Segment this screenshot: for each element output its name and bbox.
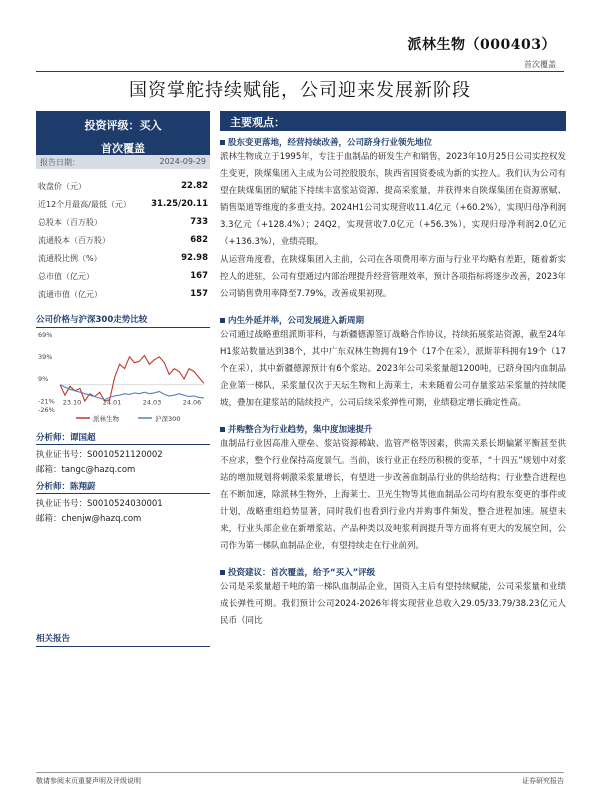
related-reports-title: 相关报告 xyxy=(36,632,210,647)
stat-label: 流通股本（百万股） xyxy=(38,235,110,245)
paragraph: 公司是采浆量超千吨的第一梯队血制品企业，国资入主后有望持续赋能，公司采浆量和业绩成长弹性可期。我们预计公司2024-2026年将实现营业总收入29.05/33.79/38.23亿元人民币（同比 xyxy=(220,582,566,626)
email-label: 邮箱： xyxy=(36,465,62,475)
stats-row xyxy=(36,231,210,249)
y-tick-label: 39% xyxy=(38,353,53,362)
report-title: 国资掌舵持续赋能，公司迎来发展新阶段 xyxy=(129,80,471,101)
stats-row xyxy=(36,195,210,213)
rating-short: 首次覆盖 xyxy=(524,60,556,69)
stats-row xyxy=(36,213,210,231)
stat-label: 流通股比例（%） xyxy=(38,253,102,263)
analyst-title: 分析师：陈翔蔚 xyxy=(36,480,210,494)
views-title: 主要观点： xyxy=(220,111,566,131)
report-date-row xyxy=(36,155,210,169)
report-header xyxy=(408,34,556,70)
x-tick-label: 24.01 xyxy=(102,398,122,407)
date-value: 2024-09-29 xyxy=(159,157,206,166)
y-tick-label: -21% xyxy=(38,397,55,406)
section-heading xyxy=(220,566,566,578)
bullet-icon xyxy=(220,318,225,323)
page-footer xyxy=(36,772,564,786)
stat-label: 收盘价（元） xyxy=(38,181,86,191)
legend-label: 沪深300 xyxy=(155,415,181,423)
stats-row xyxy=(36,285,210,303)
legend-label: 派林生物 xyxy=(93,415,119,423)
stats-row xyxy=(36,177,210,195)
stat-label: 流通市值（亿元） xyxy=(38,289,102,299)
header-divider xyxy=(36,71,564,72)
bullet-icon xyxy=(220,140,225,145)
cert-label: 执业证书号： xyxy=(36,450,88,460)
y-tick-label: -26% xyxy=(38,406,55,414)
stat-label: 近12个月最高/最低（元） xyxy=(38,199,131,209)
stat-value: 31.25/20.11 xyxy=(151,199,208,209)
x-tick-label: 24.06 xyxy=(182,398,202,407)
email-value[interactable]: tangc@hazq.com xyxy=(61,465,136,475)
section-heading-text: 并购整合为行业趋势，集中度加速提升 xyxy=(228,425,373,435)
paragraph: 派林生物成立于1995年，专注于血制品的研发生产和销售，2023年10月25日公司实控权发生变更，陕煤集团入主成为公司控股股东，陕西省国资委成为新的实控人。我们认为公司有望在陕煤集团的赋能下持续丰富浆站资源、提高采浆量，并获得来自陕煤集团在资源禀赋、销售渠道等维度的多重支持。2024H1公司实现营收11.4亿元（+60.2%），实现归母净利润3.3亿元（+128.4%）；24Q2，实现营收7.0亿元（+56.3%），实现归母净利润2.0亿元（+136.3%），业绩亮眼。 xyxy=(220,152,566,247)
chart-section-title: 公司价格与沪深300走势比较 xyxy=(36,313,210,328)
analyst-cert-line xyxy=(36,497,210,509)
date-label: 报告日期： xyxy=(40,158,80,167)
paragraph: 血制品行业因高准入壁垒、浆站资源稀缺、监管严格等因素，供需关系长期偏紧平衡甚至供不应求，整个行业保持高度景气。当前，该行业正在经历积极的变革，“十四五”规划中对浆站的增加规划将刺激采浆量增长，有望进一步改善血制品行业的供给结构；行业整合进程也在不断加速，除派林生物外，上海莱士、卫光生物等其他血制品公司均有股东变更的事件或计划，战略重组趋势显著，同时我们也看到行业内并购事件频发，整合进程加速。展望未来，行业头部企业在新增浆站、产品种类以及吨浆利润提升等方面将有更大的发展空间，公司作为第一梯队血制品企业，有望持续走在行业前列。 xyxy=(220,439,566,551)
stats-row xyxy=(36,249,210,267)
rating-line1: 投资评级：买入 xyxy=(84,119,162,132)
stat-value: 167 xyxy=(190,271,208,281)
analyst-email-line xyxy=(36,463,210,475)
cert-value: S0010521120002 xyxy=(87,450,163,460)
analyst-block xyxy=(36,431,210,524)
bullet-icon xyxy=(220,570,225,575)
analyst-email-line xyxy=(36,512,210,524)
stat-label: 总市值（亿元） xyxy=(38,271,94,281)
bullet-icon xyxy=(220,427,225,432)
y-tick-label: 69% xyxy=(38,331,53,339)
section-heading xyxy=(220,423,566,435)
price-chart xyxy=(36,330,210,426)
email-value[interactable]: chenjw@hazq.com xyxy=(61,514,142,524)
section-heading-text: 内生外延并举，公司发展进入新周期 xyxy=(228,316,365,326)
price-chart-svg xyxy=(36,330,210,426)
company-name: 派林生物（000403） xyxy=(407,37,556,53)
stat-value: 682 xyxy=(190,235,208,245)
left-sidebar xyxy=(36,111,210,524)
y-tick-label: 9% xyxy=(38,375,49,384)
paragraph: 从运营角度看，在陕煤集团入主前，公司在各项费用率方面与行业平均略有差距，随着新实控人的进驻，公司有望通过内部治理提升经营管理效率，预计各项指标将逐步改善，2023年公司销售费用率降至7.79%，改善成果初现。 xyxy=(220,255,566,299)
cert-label: 执业证书号： xyxy=(36,499,88,509)
footer-disclaimer: 敬请参阅末页重要声明及评级说明 xyxy=(36,777,141,785)
email-label: 邮箱： xyxy=(36,514,62,524)
rating-box xyxy=(36,111,210,155)
section-heading-text: 股东变更落地，经营持续改善，公司跻身行业领先地位 xyxy=(228,138,433,148)
stat-value: 92.98 xyxy=(181,253,208,263)
stats-table xyxy=(36,177,210,303)
section-heading-text: 投资建议：首次覆盖，给予“买入”评级 xyxy=(228,568,376,578)
rating-line2: 首次覆盖 xyxy=(101,142,145,155)
analyst-title: 分析师：谭国超 xyxy=(36,431,210,445)
stats-row xyxy=(36,267,210,285)
cert-value: S0010524030001 xyxy=(87,499,163,509)
section-heading xyxy=(220,136,566,148)
section-heading xyxy=(220,314,566,326)
stat-label: 总股本（百万股） xyxy=(38,217,102,227)
x-tick-label: 23.10 xyxy=(62,398,82,407)
analyst-cert-line xyxy=(36,448,210,460)
paragraph: 公司通过战略重组派斯菲科，与新疆德源签订战略合作协议，持续拓展浆站资源，截至24年H1浆站数量达到38个，其中广东双林生物拥有19个（17个在采），派斯菲科拥有19个（17个在采），其中新疆德源预计有6个浆站。2023年公司采浆量超1200吨，已跻身国内血制品企业第一梯队，采浆量仅次于天坛生物和上海莱士，未来随着公司存量浆站采浆量的持续爬坡，叠加在建浆站的陆续投产，公司后续采浆弹性可期，业绩稳定增长确定性高。 xyxy=(220,330,566,408)
stat-value: 733 xyxy=(190,217,208,227)
stat-value: 22.82 xyxy=(181,181,208,191)
stat-value: 157 xyxy=(190,289,208,299)
main-views xyxy=(220,111,566,630)
footer-label: 证券研究报告 xyxy=(522,777,564,785)
x-tick-label: 24.03 xyxy=(142,398,162,407)
